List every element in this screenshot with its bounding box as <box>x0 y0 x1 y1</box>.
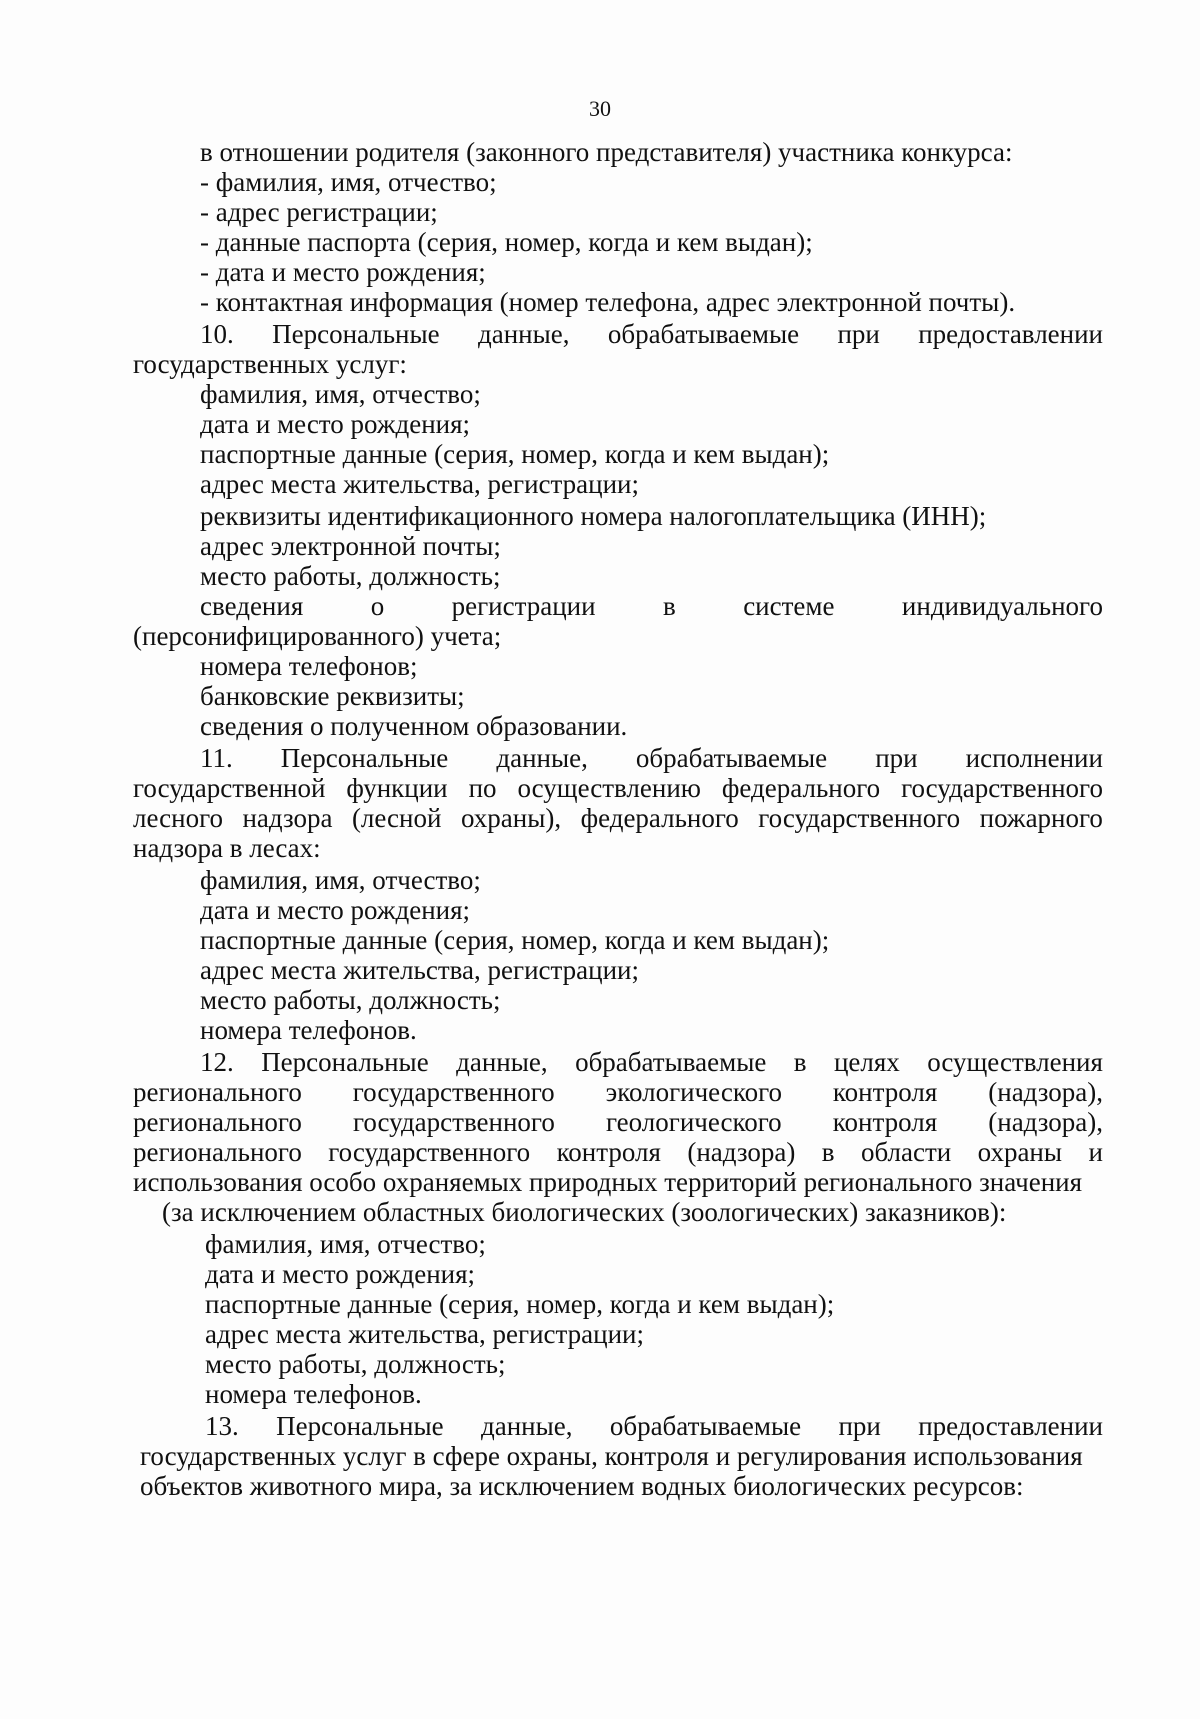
word: контроля <box>556 1137 661 1167</box>
word: сведения <box>200 591 304 621</box>
list-item: - адрес регистрации; <box>200 197 438 227</box>
list-item: место работы, должность; <box>200 985 501 1015</box>
paragraph-10-heading <box>200 318 1103 350</box>
word: Персональные <box>276 1411 444 1441</box>
list-item: адрес электронной почты; <box>200 531 501 561</box>
word: федерального <box>580 803 739 833</box>
word: Персональные <box>280 743 449 773</box>
list-item: дата и место рождения; <box>205 1259 476 1289</box>
word: при <box>837 319 880 349</box>
paragraph-13-text: государственных услуг в сфере охраны, контроля и регулирования использования <box>140 1441 1083 1471</box>
list-item: место работы, должность; <box>200 561 501 591</box>
paragraph-12-text <box>133 1136 1103 1168</box>
paragraph-12-heading <box>200 1046 1103 1078</box>
word: охраны), <box>460 803 562 833</box>
word: и <box>1088 1137 1103 1167</box>
list-item: паспортные данные (серия, номер, когда и кем выдан); <box>200 439 830 469</box>
text-line: в отношении родителя (законного представителя) участника конкурса: <box>200 137 1013 167</box>
word: (лесной <box>351 803 442 833</box>
word: государственного <box>758 803 961 833</box>
word: обрабатываемые <box>607 319 800 349</box>
list-item: дата и место рождения; <box>200 895 471 925</box>
word: экологического <box>605 1077 782 1107</box>
paragraph-13-text: объектов животного мира, за исключением водных биологических ресурсов: <box>140 1471 1024 1501</box>
list-item: фамилия, имя, отчество; <box>205 1229 486 1259</box>
word: регионального <box>133 1107 302 1137</box>
word: данные, <box>456 1047 548 1077</box>
list-item: адрес места жительства, регистрации; <box>205 1319 644 1349</box>
word: (надзора), <box>988 1107 1103 1137</box>
word: осуществления <box>927 1047 1103 1077</box>
word: предоставлении <box>918 1411 1103 1441</box>
paragraph-10-text: государственных услуг: <box>133 349 407 379</box>
word: государственного <box>328 1137 531 1167</box>
list-item: фамилия, имя, отчество; <box>200 379 481 409</box>
word: обрабатываемые <box>609 1411 802 1441</box>
paragraph-11-text: надзора в лесах: <box>133 833 321 863</box>
list-item: номера телефонов. <box>200 1015 417 1045</box>
paragraph-12-text: (за исключением областных биологических (зоологических) заказников): <box>162 1197 1007 1227</box>
paragraph-13-heading <box>205 1410 1103 1442</box>
word: пожарного <box>979 803 1103 833</box>
word: при <box>875 743 918 773</box>
word: при <box>838 1411 881 1441</box>
paragraph-11-text <box>133 772 1103 804</box>
list-item: дата и место рождения; <box>200 409 471 439</box>
list-item: место работы, должность; <box>205 1349 506 1379</box>
word: в <box>793 1047 807 1077</box>
list-item: фамилия, имя, отчество; <box>200 865 481 895</box>
list-item: номера телефонов; <box>200 651 418 681</box>
word: государственного <box>901 773 1103 803</box>
word: Персональные <box>272 319 440 349</box>
list-item: - контактная информация (номер телефона, адрес электронной почты). <box>200 287 1016 317</box>
paragraph-12-text <box>133 1076 1103 1108</box>
paragraph-11-heading <box>200 742 1103 774</box>
word: данные, <box>477 319 570 349</box>
word: в <box>821 1137 835 1167</box>
word: целях <box>833 1047 900 1077</box>
word: индивидуального <box>901 591 1103 621</box>
list-item: адрес места жительства, регистрации; <box>200 955 639 985</box>
list-item: паспортные данные (серия, номер, когда и кем выдан); <box>200 925 830 955</box>
word: по <box>468 773 497 803</box>
list-item <box>200 590 1103 622</box>
word: (надзора), <box>988 1077 1103 1107</box>
word: (надзора) <box>687 1137 796 1167</box>
word: государственного <box>352 1107 555 1137</box>
word: данные, <box>480 1411 573 1441</box>
word: 10. <box>200 319 234 349</box>
word: обрабатываемые <box>635 743 828 773</box>
word: лесного <box>133 803 223 833</box>
word: надзора <box>242 803 333 833</box>
word: регионального <box>133 1077 302 1107</box>
list-item: паспортные данные (серия, номер, когда и кем выдан); <box>205 1289 835 1319</box>
word: о <box>370 591 385 621</box>
word: данные, <box>496 743 588 773</box>
word: в <box>663 591 676 621</box>
word: предоставлении <box>918 319 1103 349</box>
word: 12. <box>200 1047 234 1077</box>
page-number: 30 <box>589 96 611 121</box>
word: Персональные <box>261 1047 429 1077</box>
list-item: - фамилия, имя, отчество; <box>200 167 497 197</box>
word: системе <box>743 591 835 621</box>
word: 13. <box>205 1411 239 1441</box>
list-item: номера телефонов. <box>205 1379 422 1409</box>
word: контроля <box>832 1107 938 1137</box>
word: функции <box>346 773 448 803</box>
word: государственного <box>352 1077 555 1107</box>
list-item: сведения о полученном образовании. <box>200 711 628 741</box>
word: государственной <box>133 773 326 803</box>
paragraph-12-text: использования особо охраняемых природных территорий регионального значения <box>133 1167 1083 1197</box>
list-item: - данные паспорта (серия, номер, когда и кем выдан); <box>200 227 813 257</box>
word: федерального <box>721 773 881 803</box>
word: регистрации <box>451 591 596 621</box>
list-item: банковские реквизиты; <box>200 681 465 711</box>
word: области <box>860 1137 952 1167</box>
paragraph-11-text <box>133 802 1103 834</box>
list-item: - дата и место рождения; <box>200 257 486 287</box>
word: обрабатываемые <box>575 1047 767 1077</box>
list-item: адрес места жительства, регистрации; <box>200 469 639 499</box>
word: 11. <box>200 743 233 773</box>
list-item-continuation: (персонифицированного) учета; <box>133 621 502 651</box>
word: исполнении <box>965 743 1103 773</box>
word: охраны <box>977 1137 1063 1167</box>
word: регионального <box>133 1137 302 1167</box>
word: осуществлению <box>517 773 701 803</box>
word: геологического <box>605 1107 782 1137</box>
word: контроля <box>832 1077 938 1107</box>
list-item: реквизиты идентификационного номера налогоплательщика (ИНН); <box>200 501 987 531</box>
paragraph-12-text <box>133 1106 1103 1138</box>
